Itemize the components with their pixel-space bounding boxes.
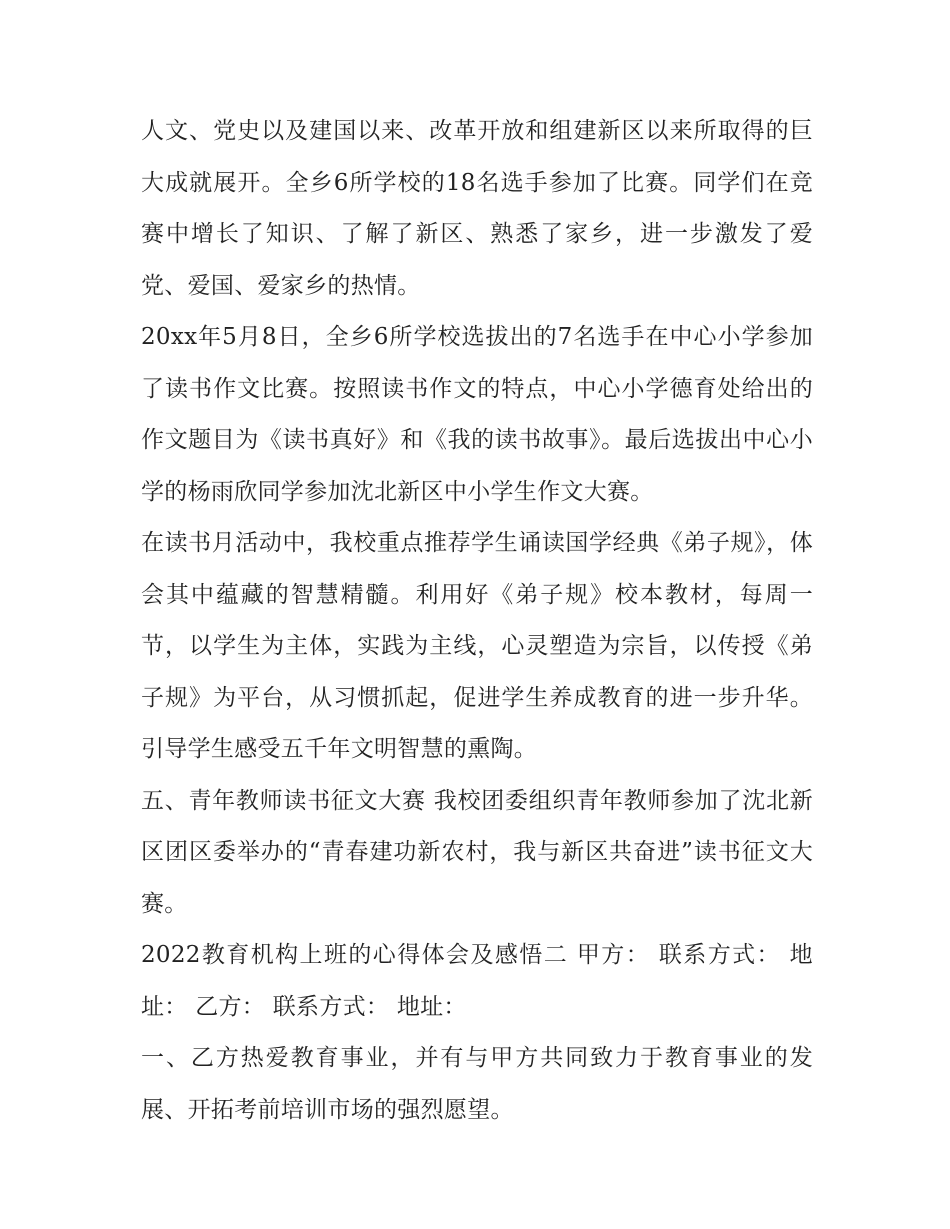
paragraph-clause-one: 一、乙方热爱教育事业，并有与甲方共同致力于教育事业的发展、开拓考前培训市场的强烈愿望。	[141, 1045, 813, 1123]
paragraph-achievements: 人文、党史以及建国以来、改革开放和组建新区以来所取得的巨大成就展开。全乡6所学校的18名选手参加了比赛。同学们在竞赛中增长了知识、了解了新区、熟悉了家乡，进一步激发了爱党、爱国、爱家乡的热情。	[141, 118, 813, 299]
paragraph-teacher-contest: 五、青年教师读书征文大赛 我校团委组织青年教师参加了沈北新区团区委举办的“青春建功新农村，我与新区共奋进”读书征文大赛。	[141, 787, 813, 917]
paragraph-dizigui: 在读书月活动中，我校重点推荐学生诵读国学经典《弟子规》，体会其中蕴藏的智慧精髓。利用好《弟子规》校本教材，每周一节，以学生为主体，实践为主线，心灵塑造为宗旨，以传授《弟子规》为平台，从习惯抓起，促进学生养成教育的进一步升华。引导学生感受五千年文明智慧的熏陶。	[141, 530, 813, 762]
paragraph-contract-header: 2022教育机构上班的心得体会及感悟二 甲方： 联系方式： 地址： 乙方： 联系方式： 地址：	[141, 942, 813, 1020]
paragraph-essay-contest: 20xx年5月8日，全乡6所学校选拔出的7名选手在中心小学参加了读书作文比赛。按照读书作文的特点，中心小学德育处给出的作文题目为《读书真好》和《我的读书故事》。最后选拔出中心小学的杨雨欣同学参加沈北新区中小学生作文大赛。	[141, 324, 813, 505]
document-body	[141, 106, 813, 1136]
